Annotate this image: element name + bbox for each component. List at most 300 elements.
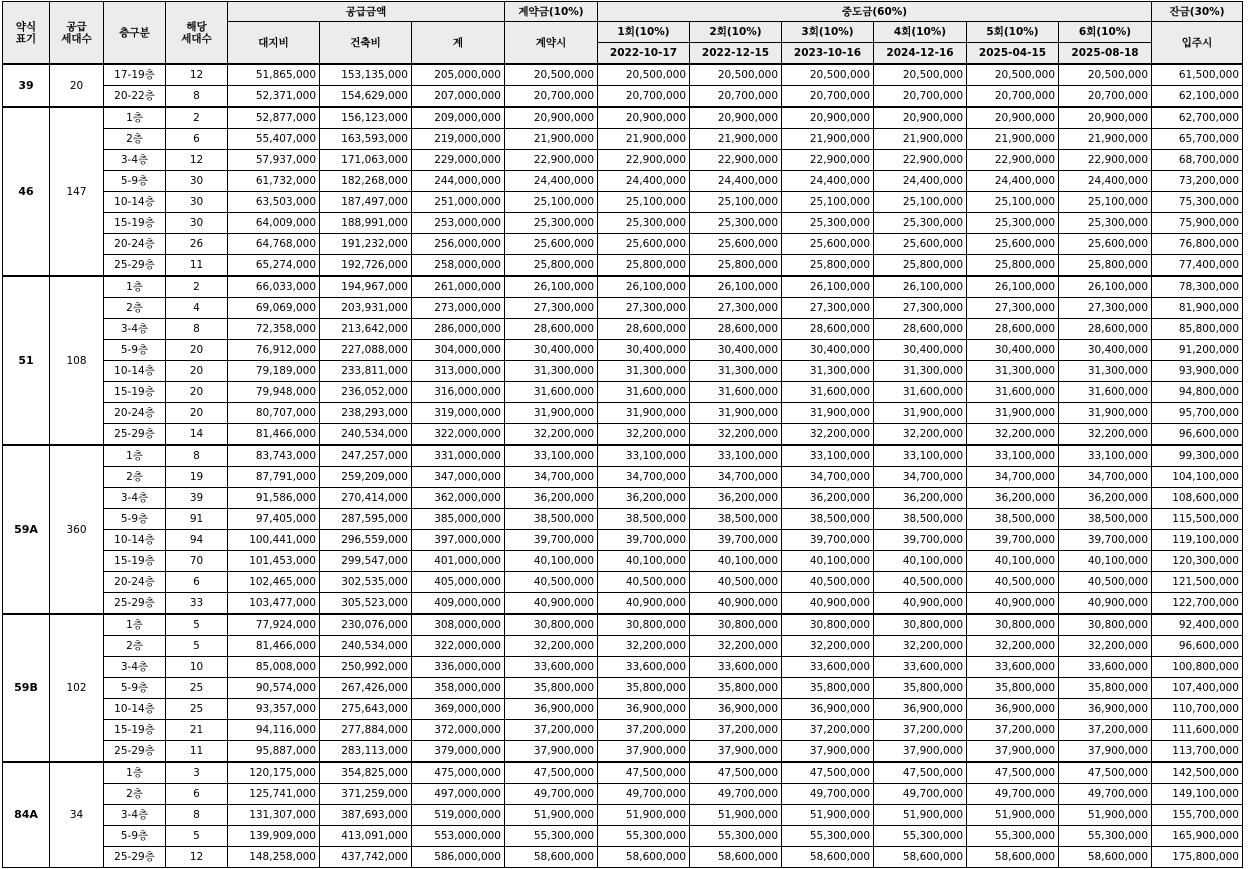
installment-cell: 51,900,000 [1059, 805, 1152, 826]
installment-cell: 31,600,000 [690, 382, 782, 403]
floor-units-cell: 26 [166, 234, 228, 255]
total-price-cell: 209,000,000 [412, 107, 505, 129]
installment-cell: 25,100,000 [967, 192, 1059, 213]
installment-cell: 51,900,000 [690, 805, 782, 826]
header-floor: 층구분 [104, 2, 166, 65]
land-cost-cell: 139,909,000 [228, 826, 320, 847]
total-price-cell: 586,000,000 [412, 847, 505, 868]
balance-cell: 155,700,000 [1152, 805, 1243, 826]
floor-cell: 25-29층 [104, 593, 166, 615]
installment-cell: 30,800,000 [1059, 614, 1152, 636]
floor-cell: 20-24층 [104, 403, 166, 424]
installment-cell: 36,900,000 [598, 699, 690, 720]
building-cost-cell: 171,063,000 [320, 150, 412, 171]
floor-units-cell: 12 [166, 150, 228, 171]
balance-cell: 120,300,000 [1152, 551, 1243, 572]
installment-cell: 51,900,000 [967, 805, 1059, 826]
total-price-cell: 369,000,000 [412, 699, 505, 720]
deposit-cell: 25,300,000 [505, 213, 598, 234]
header-total: 계 [412, 22, 505, 65]
installment-cell: 30,400,000 [1059, 340, 1152, 361]
land-cost-cell: 72,358,000 [228, 319, 320, 340]
table-row [3, 784, 1243, 805]
installment-cell: 40,900,000 [1059, 593, 1152, 615]
table-row [3, 720, 1243, 741]
installment-cell: 21,900,000 [690, 129, 782, 150]
balance-cell: 73,200,000 [1152, 171, 1243, 192]
deposit-cell: 49,700,000 [505, 784, 598, 805]
installment-cell: 27,300,000 [1059, 298, 1152, 319]
deposit-cell: 25,600,000 [505, 234, 598, 255]
installment-cell: 58,600,000 [598, 847, 690, 868]
floor-units-cell: 30 [166, 192, 228, 213]
installment-cell: 20,900,000 [690, 107, 782, 129]
installment-cell: 25,600,000 [598, 234, 690, 255]
building-cost-cell: 233,811,000 [320, 361, 412, 382]
floor-units-cell: 25 [166, 699, 228, 720]
installment-cell: 25,800,000 [967, 255, 1059, 277]
total-price-cell: 362,000,000 [412, 488, 505, 509]
installment-cell: 49,700,000 [967, 784, 1059, 805]
floor-cell: 25-29층 [104, 255, 166, 277]
land-cost-cell: 79,948,000 [228, 382, 320, 403]
installment-cell: 20,900,000 [1059, 107, 1152, 129]
floor-units-cell: 3 [166, 762, 228, 784]
installment-cell: 20,700,000 [782, 86, 874, 108]
floor-cell: 3-4층 [104, 805, 166, 826]
land-cost-cell: 61,732,000 [228, 171, 320, 192]
deposit-cell: 39,700,000 [505, 530, 598, 551]
header-installment-label: 4회(10%) [874, 22, 967, 43]
installment-cell: 37,200,000 [1059, 720, 1152, 741]
table-row [3, 403, 1243, 424]
balance-cell: 100,800,000 [1152, 657, 1243, 678]
installment-cell: 30,400,000 [782, 340, 874, 361]
installment-cell: 47,500,000 [690, 762, 782, 784]
installment-cell: 40,500,000 [598, 572, 690, 593]
table-row [3, 699, 1243, 720]
installment-cell: 33,100,000 [690, 445, 782, 467]
building-cost-cell: 227,088,000 [320, 340, 412, 361]
installment-cell: 30,400,000 [874, 340, 967, 361]
total-price-cell: 256,000,000 [412, 234, 505, 255]
supply-units-cell: 102 [50, 614, 104, 762]
total-price-cell: 553,000,000 [412, 826, 505, 847]
building-cost-cell: 275,643,000 [320, 699, 412, 720]
installment-cell: 31,300,000 [598, 361, 690, 382]
deposit-cell: 36,900,000 [505, 699, 598, 720]
installment-cell: 49,700,000 [782, 784, 874, 805]
land-cost-cell: 64,768,000 [228, 234, 320, 255]
installment-cell: 40,100,000 [690, 551, 782, 572]
deposit-cell: 36,200,000 [505, 488, 598, 509]
installment-cell: 31,300,000 [690, 361, 782, 382]
table-row [3, 847, 1243, 868]
floor-cell: 5-9층 [104, 826, 166, 847]
installment-cell: 37,200,000 [690, 720, 782, 741]
type-cell: 59B [3, 614, 50, 762]
deposit-cell: 21,900,000 [505, 129, 598, 150]
land-cost-cell: 83,743,000 [228, 445, 320, 467]
installment-cell: 40,100,000 [1059, 551, 1152, 572]
installment-cell: 39,700,000 [598, 530, 690, 551]
installment-cell: 20,700,000 [690, 86, 782, 108]
floor-cell: 15-19층 [104, 551, 166, 572]
installment-cell: 28,600,000 [690, 319, 782, 340]
land-cost-cell: 120,175,000 [228, 762, 320, 784]
installment-cell: 25,100,000 [782, 192, 874, 213]
installment-cell: 20,500,000 [690, 64, 782, 86]
balance-cell: 108,600,000 [1152, 488, 1243, 509]
installment-cell: 22,900,000 [598, 150, 690, 171]
installment-cell: 36,900,000 [690, 699, 782, 720]
installment-cell: 20,500,000 [967, 64, 1059, 86]
header-building: 건축비 [320, 22, 412, 65]
installment-cell: 37,900,000 [782, 741, 874, 763]
land-cost-cell: 102,465,000 [228, 572, 320, 593]
deposit-cell: 33,600,000 [505, 657, 598, 678]
supply-price-table [2, 1, 1243, 868]
installment-cell: 37,200,000 [874, 720, 967, 741]
installment-cell: 31,300,000 [782, 361, 874, 382]
table-row [3, 150, 1243, 171]
floor-cell: 25-29층 [104, 741, 166, 763]
header-supply-units: 공급 세대수 [50, 2, 104, 65]
installment-cell: 30,400,000 [598, 340, 690, 361]
installment-cell: 20,700,000 [874, 86, 967, 108]
installment-cell: 25,800,000 [598, 255, 690, 277]
building-cost-cell: 247,257,000 [320, 445, 412, 467]
building-cost-cell: 240,534,000 [320, 424, 412, 446]
building-cost-cell: 187,497,000 [320, 192, 412, 213]
installment-cell: 32,200,000 [598, 424, 690, 446]
building-cost-cell: 270,414,000 [320, 488, 412, 509]
deposit-cell: 31,600,000 [505, 382, 598, 403]
installment-cell: 55,300,000 [690, 826, 782, 847]
installment-cell: 20,700,000 [1059, 86, 1152, 108]
floor-cell: 15-19층 [104, 720, 166, 741]
installment-cell: 26,100,000 [598, 276, 690, 298]
floor-units-cell: 33 [166, 593, 228, 615]
installment-cell: 51,900,000 [782, 805, 874, 826]
installment-cell: 26,100,000 [874, 276, 967, 298]
deposit-cell: 40,500,000 [505, 572, 598, 593]
land-cost-cell: 80,707,000 [228, 403, 320, 424]
installment-cell: 51,900,000 [874, 805, 967, 826]
installment-cell: 31,300,000 [874, 361, 967, 382]
total-price-cell: 273,000,000 [412, 298, 505, 319]
land-cost-cell: 66,033,000 [228, 276, 320, 298]
installment-cell: 31,600,000 [1059, 382, 1152, 403]
installment-cell: 49,700,000 [874, 784, 967, 805]
floor-cell: 10-14층 [104, 699, 166, 720]
table-row [3, 488, 1243, 509]
floor-cell: 20-22층 [104, 86, 166, 108]
building-cost-cell: 287,595,000 [320, 509, 412, 530]
building-cost-cell: 302,535,000 [320, 572, 412, 593]
installment-cell: 33,100,000 [967, 445, 1059, 467]
deposit-cell: 35,800,000 [505, 678, 598, 699]
installment-cell: 58,600,000 [1059, 847, 1152, 868]
balance-cell: 75,300,000 [1152, 192, 1243, 213]
building-cost-cell: 153,135,000 [320, 64, 412, 86]
building-cost-cell: 203,931,000 [320, 298, 412, 319]
installment-cell: 33,100,000 [874, 445, 967, 467]
type-cell: 51 [3, 276, 50, 445]
installment-cell: 25,300,000 [690, 213, 782, 234]
installment-cell: 33,600,000 [1059, 657, 1152, 678]
installment-cell: 25,100,000 [874, 192, 967, 213]
deposit-cell: 37,200,000 [505, 720, 598, 741]
building-cost-cell: 354,825,000 [320, 762, 412, 784]
balance-cell: 91,200,000 [1152, 340, 1243, 361]
deposit-cell: 28,600,000 [505, 319, 598, 340]
table-row [3, 762, 1243, 784]
total-price-cell: 409,000,000 [412, 593, 505, 615]
header-floor-units: 해당 세대수 [166, 2, 228, 65]
installment-cell: 32,200,000 [690, 424, 782, 446]
installment-cell: 31,900,000 [598, 403, 690, 424]
building-cost-cell: 305,523,000 [320, 593, 412, 615]
installment-cell: 27,300,000 [967, 298, 1059, 319]
land-cost-cell: 148,258,000 [228, 847, 320, 868]
installment-cell: 25,600,000 [874, 234, 967, 255]
table-row [3, 171, 1243, 192]
installment-cell: 31,600,000 [967, 382, 1059, 403]
total-price-cell: 336,000,000 [412, 657, 505, 678]
total-price-cell: 497,000,000 [412, 784, 505, 805]
header-supply-amount: 공급금액 [228, 2, 505, 22]
table-row [3, 255, 1243, 277]
installment-cell: 36,200,000 [874, 488, 967, 509]
floor-cell: 20-24층 [104, 572, 166, 593]
installment-cell: 35,800,000 [967, 678, 1059, 699]
total-price-cell: 286,000,000 [412, 319, 505, 340]
installment-cell: 33,600,000 [967, 657, 1059, 678]
floor-cell: 1층 [104, 107, 166, 129]
floor-cell: 1층 [104, 762, 166, 784]
supply-units-cell: 147 [50, 107, 104, 276]
floor-units-cell: 5 [166, 614, 228, 636]
floor-units-cell: 6 [166, 572, 228, 593]
balance-cell: 119,100,000 [1152, 530, 1243, 551]
floor-units-cell: 20 [166, 403, 228, 424]
installment-cell: 36,200,000 [782, 488, 874, 509]
deposit-cell: 27,300,000 [505, 298, 598, 319]
header-installment-label: 2회(10%) [690, 22, 782, 43]
installment-cell: 38,500,000 [598, 509, 690, 530]
installment-cell: 31,300,000 [1059, 361, 1152, 382]
building-cost-cell: 230,076,000 [320, 614, 412, 636]
installment-cell: 31,600,000 [874, 382, 967, 403]
floor-cell: 1층 [104, 276, 166, 298]
land-cost-cell: 51,865,000 [228, 64, 320, 86]
floor-cell: 2층 [104, 298, 166, 319]
floor-units-cell: 25 [166, 678, 228, 699]
building-cost-cell: 437,742,000 [320, 847, 412, 868]
total-price-cell: 397,000,000 [412, 530, 505, 551]
installment-cell: 55,300,000 [1059, 826, 1152, 847]
supply-units-cell: 108 [50, 276, 104, 445]
table-row [3, 741, 1243, 763]
floor-cell: 10-14층 [104, 361, 166, 382]
installment-cell: 21,900,000 [782, 129, 874, 150]
installment-cell: 20,500,000 [1059, 64, 1152, 86]
header-land: 대지비 [228, 22, 320, 65]
installment-cell: 36,900,000 [1059, 699, 1152, 720]
balance-cell: 115,500,000 [1152, 509, 1243, 530]
floor-cell: 10-14층 [104, 192, 166, 213]
total-price-cell: 372,000,000 [412, 720, 505, 741]
table-row [3, 614, 1243, 636]
type-cell: 84A [3, 762, 50, 868]
floor-units-cell: 20 [166, 340, 228, 361]
land-cost-cell: 97,405,000 [228, 509, 320, 530]
supply-units-cell: 360 [50, 445, 104, 614]
header-middle-payment-group: 중도금(60%) [598, 2, 1152, 22]
header-installment-label: 3회(10%) [782, 22, 874, 43]
building-cost-cell: 191,232,000 [320, 234, 412, 255]
installment-cell: 25,300,000 [1059, 213, 1152, 234]
floor-cell: 20-24층 [104, 234, 166, 255]
balance-cell: 165,900,000 [1152, 826, 1243, 847]
installment-cell: 37,900,000 [598, 741, 690, 763]
installment-cell: 38,500,000 [874, 509, 967, 530]
table-row [3, 86, 1243, 108]
installment-cell: 40,100,000 [782, 551, 874, 572]
installment-cell: 21,900,000 [598, 129, 690, 150]
land-cost-cell: 52,371,000 [228, 86, 320, 108]
installment-cell: 25,600,000 [690, 234, 782, 255]
table-header [3, 2, 1243, 65]
table-row [3, 826, 1243, 847]
installment-cell: 22,900,000 [690, 150, 782, 171]
installment-cell: 32,200,000 [782, 636, 874, 657]
installment-cell: 20,900,000 [874, 107, 967, 129]
table-row [3, 340, 1243, 361]
installment-cell: 25,300,000 [598, 213, 690, 234]
balance-cell: 104,100,000 [1152, 467, 1243, 488]
floor-units-cell: 12 [166, 64, 228, 86]
land-cost-cell: 94,116,000 [228, 720, 320, 741]
installment-cell: 47,500,000 [967, 762, 1059, 784]
floor-units-cell: 4 [166, 298, 228, 319]
total-price-cell: 304,000,000 [412, 340, 505, 361]
total-price-cell: 308,000,000 [412, 614, 505, 636]
installment-cell: 25,100,000 [690, 192, 782, 213]
table-row [3, 572, 1243, 593]
floor-units-cell: 8 [166, 319, 228, 340]
floor-units-cell: 39 [166, 488, 228, 509]
installment-cell: 26,100,000 [967, 276, 1059, 298]
installment-cell: 40,900,000 [874, 593, 967, 615]
building-cost-cell: 182,268,000 [320, 171, 412, 192]
floor-units-cell: 2 [166, 276, 228, 298]
installment-cell: 25,600,000 [782, 234, 874, 255]
balance-cell: 122,700,000 [1152, 593, 1243, 615]
installment-cell: 55,300,000 [874, 826, 967, 847]
deposit-cell: 25,100,000 [505, 192, 598, 213]
building-cost-cell: 236,052,000 [320, 382, 412, 403]
table-row [3, 424, 1243, 446]
installment-cell: 40,500,000 [967, 572, 1059, 593]
installment-cell: 28,600,000 [967, 319, 1059, 340]
land-cost-cell: 52,877,000 [228, 107, 320, 129]
total-price-cell: 385,000,000 [412, 509, 505, 530]
deposit-cell: 34,700,000 [505, 467, 598, 488]
total-price-cell: 322,000,000 [412, 424, 505, 446]
total-price-cell: 405,000,000 [412, 572, 505, 593]
building-cost-cell: 188,991,000 [320, 213, 412, 234]
floor-cell: 2층 [104, 636, 166, 657]
price-table-container [2, 1, 1243, 868]
deposit-cell: 20,500,000 [505, 64, 598, 86]
installment-cell: 34,700,000 [1059, 467, 1152, 488]
header-installment-date: 2024-12-16 [874, 43, 967, 65]
table-row [3, 319, 1243, 340]
installment-cell: 27,300,000 [690, 298, 782, 319]
deposit-cell: 32,200,000 [505, 636, 598, 657]
installment-cell: 35,800,000 [598, 678, 690, 699]
building-cost-cell: 283,113,000 [320, 741, 412, 763]
building-cost-cell: 387,693,000 [320, 805, 412, 826]
total-price-cell: 253,000,000 [412, 213, 505, 234]
installment-cell: 34,700,000 [967, 467, 1059, 488]
total-price-cell: 401,000,000 [412, 551, 505, 572]
installment-cell: 25,800,000 [690, 255, 782, 277]
installment-cell: 31,900,000 [967, 403, 1059, 424]
installment-cell: 36,200,000 [598, 488, 690, 509]
floor-units-cell: 2 [166, 107, 228, 129]
balance-cell: 78,300,000 [1152, 276, 1243, 298]
installment-cell: 22,900,000 [1059, 150, 1152, 171]
installment-cell: 38,500,000 [967, 509, 1059, 530]
floor-cell: 15-19층 [104, 382, 166, 403]
installment-cell: 26,100,000 [782, 276, 874, 298]
total-price-cell: 313,000,000 [412, 361, 505, 382]
installment-cell: 27,300,000 [874, 298, 967, 319]
deposit-cell: 25,800,000 [505, 255, 598, 277]
installment-cell: 47,500,000 [782, 762, 874, 784]
balance-cell: 94,800,000 [1152, 382, 1243, 403]
total-price-cell: 519,000,000 [412, 805, 505, 826]
table-row [3, 657, 1243, 678]
building-cost-cell: 194,967,000 [320, 276, 412, 298]
floor-cell: 25-29층 [104, 424, 166, 446]
balance-cell: 68,700,000 [1152, 150, 1243, 171]
installment-cell: 25,300,000 [782, 213, 874, 234]
balance-cell: 62,700,000 [1152, 107, 1243, 129]
table-row [3, 107, 1243, 129]
installment-cell: 31,900,000 [874, 403, 967, 424]
installment-cell: 49,700,000 [1059, 784, 1152, 805]
installment-cell: 39,700,000 [967, 530, 1059, 551]
floor-units-cell: 8 [166, 805, 228, 826]
floor-cell: 25-29층 [104, 847, 166, 868]
installment-cell: 33,600,000 [690, 657, 782, 678]
floor-units-cell: 6 [166, 784, 228, 805]
installment-cell: 20,500,000 [598, 64, 690, 86]
installment-cell: 58,600,000 [690, 847, 782, 868]
type-cell: 39 [3, 64, 50, 107]
land-cost-cell: 131,307,000 [228, 805, 320, 826]
building-cost-cell: 250,992,000 [320, 657, 412, 678]
header-installment-date: 2022-12-15 [690, 43, 782, 65]
deposit-cell: 22,900,000 [505, 150, 598, 171]
floor-cell: 5-9층 [104, 171, 166, 192]
land-cost-cell: 81,466,000 [228, 636, 320, 657]
installment-cell: 31,600,000 [598, 382, 690, 403]
